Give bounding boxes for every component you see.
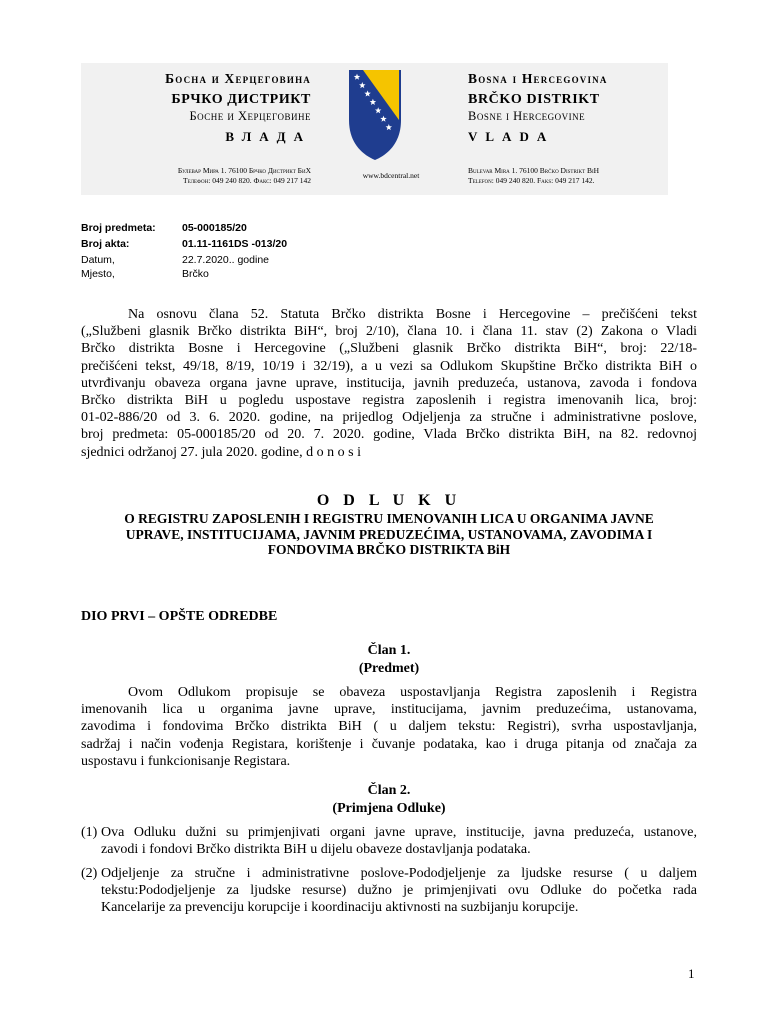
address-line-cyrillic: Булевар Мира 1. 76100 Брчко Дистрикт БиХ — [177, 166, 311, 175]
item-number: (2) — [81, 866, 98, 881]
district-sub-latin: Bosne i Hercegovine — [468, 109, 586, 123]
decision-title: O D L U K U — [316, 492, 462, 509]
place-label: Mjesto, — [81, 268, 115, 280]
case-number-value: 05-000185/20 — [182, 222, 247, 234]
article-2-heading — [81, 782, 697, 817]
district-name-latin: BRČKO DISTRIKT — [468, 92, 600, 107]
district-name-cyrillic: БРЧКО ДИСТРИКТ — [171, 92, 311, 107]
meta-row-date — [81, 253, 287, 267]
country-name-latin: Bosna i Hercegovina — [468, 71, 608, 86]
date-value: 22.7.2020.. godine — [182, 254, 269, 266]
article-1-line: imenovanih lica u organima javne uprave, institucijama, javnim preduzećima, ustanovama, — [81, 702, 697, 718]
decision-subtitle-line: O REGISTRU ZAPOSLENIH I REGISTRU IMENOVANIH LICA U ORGANIMA JAVNE — [124, 511, 654, 526]
address-line-latin: Bulevar Mira 1. 76100 Brčko Distrikt BiH — [468, 166, 600, 175]
letterhead-latin — [468, 67, 668, 148]
article-1-line: zavodima i fondovima Brčko distrikta BiH ( u daljem tekstu: Registri), svrha uspostavljanja, — [81, 719, 697, 735]
address-latin — [468, 166, 668, 186]
district-sub-cyrillic: Босне и Херцеговине — [189, 109, 311, 123]
article-1-subtitle: (Predmet) — [358, 660, 420, 676]
intro-line: Brčko distrikta BiH u pogledu uspostave registra zaposlenih i registra imenovanih lica, broj: — [81, 392, 697, 408]
intro-line: sjednici održanoj 27. jula 2020. godine, d o n o s i — [81, 444, 361, 460]
letterhead-cyrillic — [81, 67, 311, 148]
government-label-cyrillic: ВЛАДА — [225, 129, 311, 144]
article-1-title: Član 1. — [367, 643, 411, 658]
article-2-title: Član 2. — [367, 783, 411, 798]
meta-row-case-number — [81, 221, 287, 237]
coat-of-arms-icon — [349, 70, 401, 160]
item-line: zavodi i fondovi Brčko distrikta BiH u dijelu obaveze dostavljanja podataka. — [101, 842, 531, 858]
article-1-line: sadržaj i način vođenja Registara, korištenje i čuvanje podataka, kao i druga pitanja od značaja za — [81, 736, 697, 752]
intro-line: Brčko distrikta Bosne i Hercegovine („Službeni glasnik Brčko distrikta BiH“, broj: 22/18- — [81, 341, 697, 357]
country-name-cyrillic: Босна и Херцеговина — [165, 71, 311, 86]
website: www.bdcentral.net — [362, 171, 420, 180]
document-meta — [81, 221, 287, 281]
address-cyrillic — [136, 166, 311, 186]
item-line: Ova Odluku dužni su primjenjivati organi javne uprave, institucije, javna preduzeća, ustanove, — [101, 825, 697, 840]
meta-row-place — [81, 267, 287, 281]
phone-line-cyrillic: Телефон: 049 240 820. Факс: 049 217 142 — [183, 176, 311, 185]
decision-subtitle-line: FONDOVIMA BRČKO DISTRIKTA BiH — [267, 542, 511, 557]
government-label-latin: VLADA — [468, 129, 555, 144]
act-number-label: Broj akta: — [81, 238, 130, 250]
item-text — [101, 865, 697, 917]
phone-line-latin: Telefon: 049 240 820. Faks: 049 217 142. — [468, 176, 595, 185]
place-value: Brčko — [182, 268, 209, 280]
letterhead — [81, 63, 668, 195]
intro-paragraph — [81, 306, 697, 461]
intro-line: („Službeni glasnik Brčko distrikta BiH“, broj 2/10), člana 10. i člana 11. stav (2) Zakona o Vladi — [81, 324, 697, 340]
intro-line: Na osnovu člana 52. Statuta Brčko distrikta Bosne i Hercegovine – prečišćeni tekst — [128, 307, 697, 322]
intro-line: utvrđivanju obaveza organa javne uprave, institucija, javnih preduzeća, ustanova, zavoda i fondova — [81, 375, 697, 391]
article-1-line: uspostavu i funkcionisanje Registara. — [81, 753, 291, 769]
item-number: (1) — [81, 825, 98, 840]
article-1-heading — [81, 642, 697, 677]
meta-row-act-number — [81, 237, 287, 253]
item-line: Kancelarije za prevenciju korupcije i koordinaciju aktivnosti na suzbijanju korupcije. — [101, 900, 579, 916]
article-1-line: Ovom Odlukom propisuje se obaveza uspostavljanja Registra zaposlenih i Registra — [128, 685, 697, 700]
item-line: tekstu:Pododjeljenje za ljudske resurse) dužno je primjenjivati ovu Odluke do početka rada — [101, 883, 697, 899]
section-title: DIO PRVI – OPŠTE ODREDBE — [81, 609, 278, 624]
act-number-value: 01.11-1161DS -013/20 — [182, 238, 288, 250]
intro-line: broj predmeta: 05-000185/20 od 20. 7. 2020. godine, Vlada Brčko distrikta BiH, na 82. redovnoj — [81, 427, 697, 443]
decision-subtitle — [81, 511, 697, 558]
item-text — [101, 824, 697, 858]
item-line: Odjeljenje za stručne i administrativne poslove-Pododjeljenje za ljudske resurse ( u daljem — [101, 866, 697, 881]
case-number-label: Broj predmeta: — [81, 222, 156, 234]
decision-subtitle-line: UPRAVE, INSTITUCIJAMA, JAVNIM PREDUZEĆIMA, USTANOVAMA, ZAVODIMA I — [125, 526, 653, 542]
page-number: 1 — [688, 966, 695, 981]
article-2-subtitle: (Primjena Odluke) — [332, 800, 446, 816]
date-label: Datum, — [81, 254, 115, 266]
article-1-paragraph — [81, 684, 697, 770]
intro-line: 01-02-886/20 od 3. 6. 2020. godine, na prijedlog Odjeljenja za stručne i administrativne poslove, — [81, 410, 697, 426]
intro-line: prečišćeni tekst, 49/18, 8/19, 10/19 i 32/19), a u vezi sa Odlukom Skupštine Brčko distrikta BiH o — [81, 358, 697, 374]
